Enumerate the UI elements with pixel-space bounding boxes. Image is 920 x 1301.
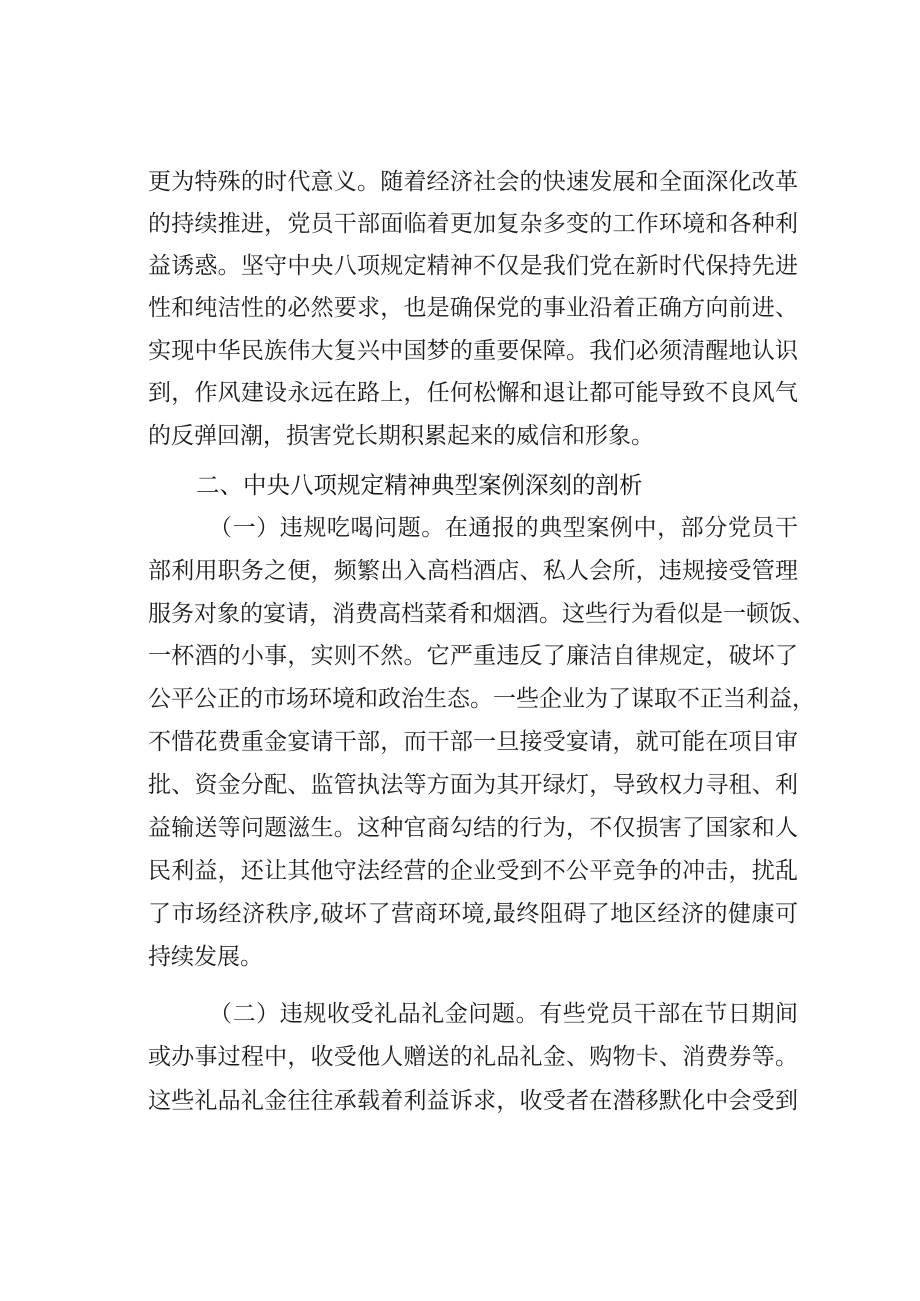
- paragraph-2-line: 一杯酒的小事，实则不然。它严重违反了廉洁自律规定，破坏了: [148, 643, 798, 669]
- paragraph-2-line: （一）违规吃喝问题。在通报的典型案例中，部分党员干: [209, 515, 798, 541]
- paragraph-3-line: （二）违规收受礼品礼金问题。有些党员干部在节日期间: [209, 1001, 798, 1027]
- paragraph-2-line: 不惜花费重金宴请干部，而干部一旦接受宴请，就可能在项目审: [148, 729, 798, 755]
- paragraph-2-line: 益输送等问题滋生。这种官商勾结的行为，不仅损害了国家和人: [148, 815, 798, 841]
- paragraph-2-line: 民利益，还让其他守法经营的企业受到不公平竞争的冲击，扰乱: [148, 858, 798, 884]
- paragraph-1-line: 更为特殊的时代意义。随着经济社会的快速发展和全面深化改革: [148, 169, 798, 195]
- paragraph-1-line: 性和纯洁性的必然要求，也是确保党的事业沿着正确方向前进、: [148, 295, 798, 321]
- paragraph-1-line: 实现中华民族伟大复兴中国梦的重要保障。我们必须清醒地认识: [148, 338, 798, 364]
- paragraph-1-line: 到，作风建设永远在路上，任何松懈和退让都可能导致不良风气: [148, 380, 798, 406]
- paragraph-2-line: 公平公正的市场环境和政治生态。一些企业为了谋取不正当利益，: [148, 686, 815, 712]
- paragraph-2-line: 批、资金分配、监管执法等方面为其开绿灯，导致权力寻租、利: [148, 772, 798, 798]
- section-heading: 二、中央八项规定精神典型案例深刻的剖析: [196, 471, 643, 499]
- paragraph-3-line: 或办事过程中，收受他人赠送的礼品礼金、购物卡、消费券等。: [148, 1044, 798, 1070]
- paragraph-2-line: 了市场经济秩序,破坏了营商环境,最终阻碍了地区经济的健康可: [148, 901, 798, 927]
- paragraph-1-line: 的持续推进，党员干部面临着更加复杂多变的工作环境和各种利: [148, 211, 798, 237]
- paragraph-2-line: 持续发展。: [148, 944, 263, 970]
- paragraph-1-line: 的反弹回潮，损害党长期积累起来的威信和形象。: [148, 423, 654, 449]
- paragraph-2-line: 服务对象的宴请，消费高档菜肴和烟酒。这些行为看似是一顿饭、: [148, 601, 815, 627]
- paragraph-3-line: 这些礼品礼金往往承载着利益诉求，收受者在潜移默化中会受到: [148, 1088, 798, 1114]
- paragraph-1-line: 益诱惑。坚守中央八项规定精神不仅是我们党在新时代保持先进: [148, 253, 798, 279]
- paragraph-2-line: 部利用职务之便，频繁出入高档酒店、私人会所，违规接受管理: [148, 558, 798, 584]
